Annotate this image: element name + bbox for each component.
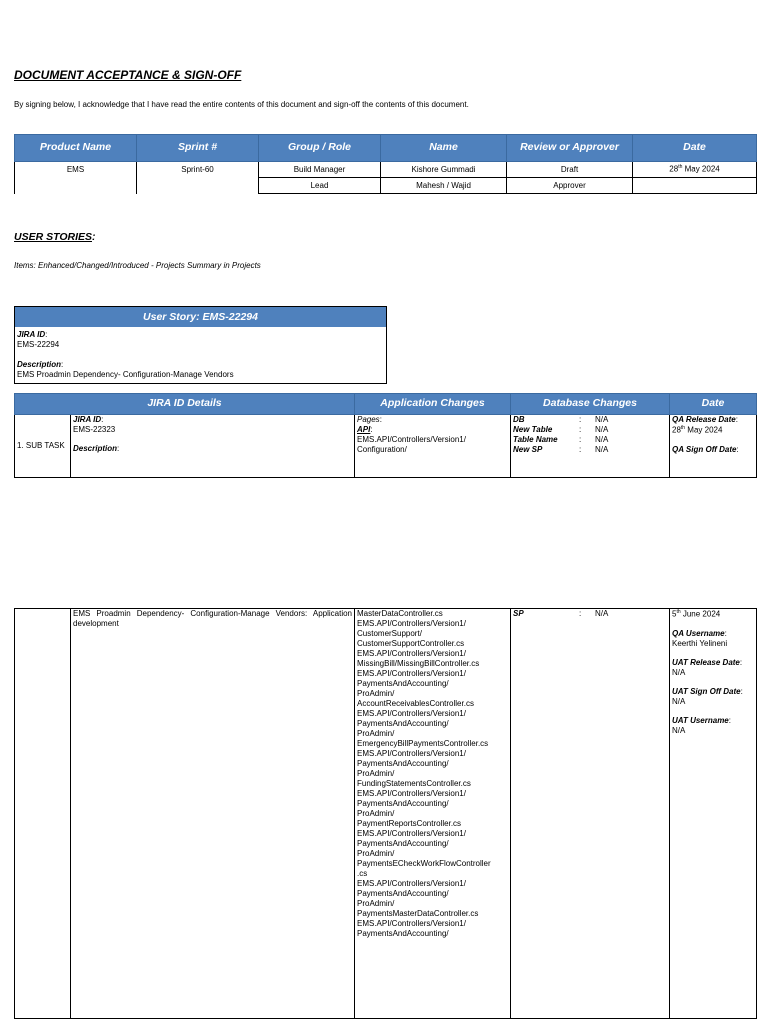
db-sp-cell: SP : N/A [511,609,670,1019]
col-date: Date [670,394,757,415]
empty-cell [15,178,137,194]
api-path-line: PaymentsMasterDataController.cs [357,909,479,918]
user-story-body: JIRA ID: EMS-22294 Description: EMS Proadmin Dependency- Configuration-Manage Vendors [15,327,386,383]
description-value: EMS Proadmin Dependency- Configuration-Manage Vendors [17,370,234,380]
api-path-line: EMS.API/Controllers/Version1/ [357,789,466,798]
api-path-line: EMS.API/Controllers/Version1/ [357,829,466,838]
product-cell: EMS [15,162,137,178]
table-row [15,162,757,178]
details-table-continued [14,608,757,1019]
col-review-approver: Review or Approver [507,135,633,162]
table-row [15,178,757,194]
api-path-line: .cs [357,869,368,878]
api-path-line: ProAdmin/ [357,689,395,698]
items-text: Items: Enhanced/Changed/Introduced - Projects Summary in Projects [14,261,261,270]
jira-details-cell: JIRA ID: EMS-22323 Description: [71,415,355,478]
subtask-cell: 1. SUB TASK [15,415,71,478]
empty-cell [15,609,71,1019]
db-changes-cell: DB : N/A New Table : N/A Table Name : N/A New SP : N/A [511,415,670,478]
date-details-cell: QA Release Date: 28th May 2024 QA Sign Off Date: [670,415,757,478]
user-stories-heading: USER STORIES: [14,231,96,243]
api-path-line: EMS.API/Controllers/Version1/ [357,749,466,758]
app-changes-cell: Pages: API: EMS.API/Controllers/Version1/ Configuration/ [355,415,511,478]
jira-id-label: JIRA ID [17,330,46,339]
jira-id-value: EMS-22294 [17,340,60,350]
col-sprint: Sprint # [137,135,259,162]
api-path-line: PaymentReportsController.cs [357,819,462,828]
col-jira-details: JIRA ID Details [15,394,355,415]
empty-cell [137,178,259,194]
api-path-line: EMS.API/Controllers/Version1/ [357,709,466,718]
api-path-line: PaymentsAndAccounting/ [357,719,449,728]
api-path-line: EMS.API/Controllers/Version1/ [357,619,466,628]
col-date: Date [633,135,757,162]
api-path-line: FundingStatementsController.cs [357,779,471,788]
description-value: EMS Proadmin Dependency- Configuration-Manage Vendors: Application development [71,609,355,1019]
user-story-header: User Story: EMS-22294 [15,307,386,327]
user-story-box [14,306,387,384]
col-db-changes: Database Changes [511,394,670,415]
api-path-line: AccountReceivablesController.cs [357,699,474,708]
api-path-line: PaymentsAndAccounting/ [357,839,449,848]
api-path-line: EMS.API/Controllers/Version1/ [357,649,466,658]
api-path-line: CustomerSupport/ [357,629,422,638]
review-cell: Draft [507,162,633,178]
api-path-line: PaymentsAndAccounting/ [357,889,449,898]
table-row [15,415,757,478]
name-cell: Mahesh / Wajid [381,178,507,194]
document-title: DOCUMENT ACCEPTANCE & SIGN-OFF [14,68,242,82]
api-path-line: PaymentsAndAccounting/ [357,929,449,938]
col-group-role: Group / Role [259,135,381,162]
api-path-line: CustomerSupportController.cs [357,639,465,648]
date-details-cell: 5th June 2024 QA Username: Keerthi Yelineni UAT Release Date: N/A UAT Sign Off Date: N/A UAT Username: N/A [670,609,757,1019]
api-path-line: ProAdmin/ [357,769,395,778]
api-path-line: PaymentsAndAccounting/ [357,679,449,688]
details-header-row [15,394,757,415]
signoff-table [14,134,757,194]
api-path-line: ProAdmin/ [357,849,395,858]
api-path-line: EMS.API/Controllers/Version1/ [357,879,466,888]
signoff-header-row [15,135,757,162]
api-path-line: EMS.API/Controllers/Version1/ [357,669,466,678]
role-cell: Build Manager [259,162,381,178]
role-cell: Lead [259,178,381,194]
name-cell: Kishore Gummadi [381,162,507,178]
api-path-line: ProAdmin/ [357,809,395,818]
jira-id-value: EMS-22323 [73,425,116,434]
api-path-line: ProAdmin/ [357,729,395,738]
api-path-line: PaymentsAndAccounting/ [357,799,449,808]
col-app-changes: Application Changes [355,394,511,415]
intro-text: By signing below, I acknowledge that I have read the entire contents of this document and sign-off the contents of this document. [14,100,469,109]
description-label: Description [17,359,62,369]
details-table [14,393,757,478]
api-path-line: ProAdmin/ [357,899,395,908]
api-paths-cell [355,609,511,1019]
api-path-line: PaymentsAndAccounting/ [357,759,449,768]
api-path-line: MasterDataController.cs [357,609,443,618]
review-cell: Approver [507,178,633,194]
col-name: Name [381,135,507,162]
date-cell [633,178,757,194]
date-cell: 28th May 2024 [633,162,757,178]
api-path-line: EmergencyBillPaymentsController.cs [357,739,489,748]
col-product-name: Product Name [15,135,137,162]
api-path-line: MissingBill/MissingBillController.cs [357,659,480,668]
api-path-line: PaymentsECheckWorkFlowController [357,859,491,868]
sprint-cell: Sprint-60 [137,162,259,178]
api-path-line: EMS.API/Controllers/Version1/ [357,919,466,928]
table-row [15,609,757,1019]
